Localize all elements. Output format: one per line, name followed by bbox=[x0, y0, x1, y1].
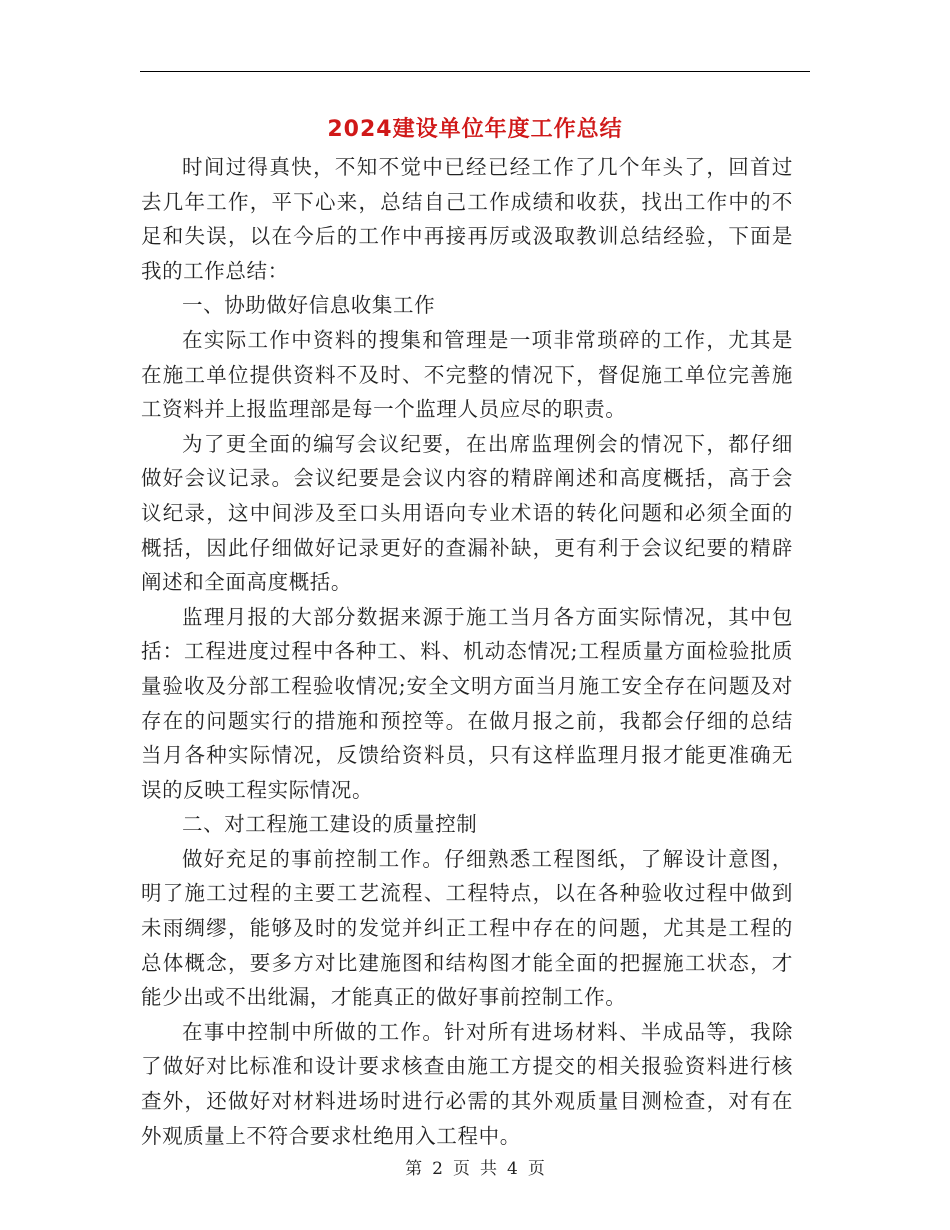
page-footer bbox=[0, 1154, 950, 1179]
document-title: 2024建设单位年度工作总结 bbox=[327, 117, 623, 142]
footer-page-current: 2 bbox=[432, 1159, 443, 1179]
footer-page-label: 第 bbox=[405, 1159, 423, 1179]
paragraph: 在事中控制中所做的工作。针对所有进场材料、半成品等，我除了做好对比标准和设计要求核查由施工方提交的相关报验资料进行核查外，还做好对材料进场时进行必需的其外观质量目测检查，对有在外观质量上不符合要求杜绝用入工程中。 bbox=[141, 1019, 793, 1148]
footer-total-label: 共 bbox=[480, 1159, 497, 1179]
paragraph-intro: 时间过得真快，不知不觉中已经已经工作了几个年头了，回首过去几年工作，平下心来，总结自己工作成绩和收获，找出工作中的不足和失误，以在今后的工作中再接再厉或汲取教训总结经验，下面是我的工作总结： bbox=[141, 155, 793, 283]
paragraph: 为了更全面的编写会议纪要，在出席监理例会的情况下，都仔细做好会议记录。会议纪要是会议内容的精辟阐述和高度概括，高于会议纪录，这中间涉及至口头用语向专业术语的转化问题和必须全面的概括，因此仔细做好记录更好的查漏补缺，更有利于会议纪要的精辟阐述和全面高度概括。 bbox=[141, 431, 793, 595]
document-body bbox=[141, 150, 793, 1153]
footer-page-total: 4 bbox=[507, 1159, 518, 1179]
section-heading-1: 一、协助做好信息收集工作 bbox=[182, 293, 436, 318]
section-heading-2: 二、对工程施工建设的质量控制 bbox=[182, 812, 478, 837]
paragraph: 监理月报的大部分数据来源于施工当月各方面实际情况，其中包括：工程进度过程中各种工、料、机动态情况;工程质量方面检验批质量验收及分部工程验收情况;安全文明方面当月施工安全存在问题及对存在的问题实行的措施和预控等。在做月报之前，我都会仔细的总结当月各种实际情况，反馈给资料员，只有这样监理月报才能更准确无误的反映工程实际情况。 bbox=[141, 604, 793, 802]
footer-total-unit: 页 bbox=[527, 1159, 545, 1179]
paragraph: 在实际工作中资料的搜集和管理是一项非常琐碎的工作，尤其是在施工单位提供资料不及时、不完整的情况下，督促施工单位完善施工资料并上报监理部是每一个监理人员应尽的职责。 bbox=[141, 327, 793, 422]
header-rule bbox=[140, 71, 810, 72]
paragraph: 做好充足的事前控制工作。仔细熟悉工程图纸，了解设计意图，明了施工过程的主要工艺流程、工程特点，以在各种验收过程中做到未雨绸缪，能够及时的发觉并纠正工程中存在的问题，尤其是工程的总体概念，要多方对比建施图和结构图才能全面的把握施工状态，才能少出或不出纰漏，才能真正的做好事前控制工作。 bbox=[141, 846, 793, 1010]
footer-page-unit: 页 bbox=[453, 1159, 470, 1179]
